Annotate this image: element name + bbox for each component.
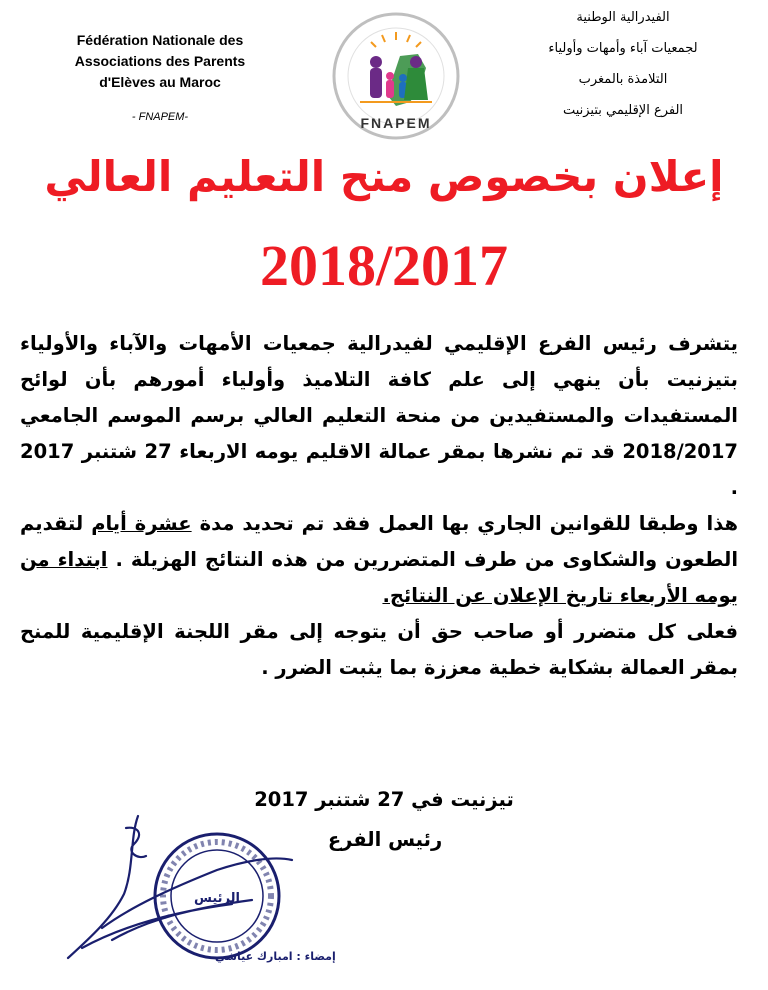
announcement-body (20, 326, 738, 686)
header-ar-line-1: الفيدرالية الوطنية (576, 10, 670, 25)
deadline-days: عشرة أيام (91, 512, 192, 535)
header-french (40, 30, 280, 128)
deadline-start: ابتداء من يومه الأربعاء تاريخ الإعلان عن النتائج. (20, 548, 738, 607)
place-date: تيزنيت في 27 شتنبر 2017 (254, 788, 514, 811)
paragraph-2-start: هذا وطبقا للقوانين الجاري بها العمل فقد تم تحديد مدة (199, 512, 738, 535)
fnapem-logo (330, 10, 462, 142)
header-fr-line-3: d'Elèves au Maroc (99, 74, 221, 90)
academic-year: 2018/2017 (259, 233, 509, 298)
header-fr-line-2: Associations des Parents (74, 53, 246, 69)
paragraph-2-mid: لتقديم الطعون والشكاوى من طرف المتضررين من هذه النتائج الهزيلة . (20, 512, 739, 571)
header-fr-abbr: - FNAPEM- (131, 111, 189, 123)
header-ar-line-3: التلامذة بالمغرب (578, 72, 668, 87)
logo-emblem (330, 10, 462, 142)
header-ar-line-2: لجمعيات آباء وأمهات وأولياء (548, 41, 698, 56)
header-arabic (518, 2, 728, 126)
announcement-title: إعلان بخصوص منح التعليم العالي (44, 152, 724, 201)
branch-chief: رئيس الفرع (327, 828, 443, 851)
header-ar-line-4: الفرع الإقليمي بتيزنيت (562, 103, 684, 118)
signatory-name: إمضاء : امبارك عياشي (215, 950, 336, 963)
paragraph-2 (20, 506, 738, 614)
paragraph-3: فعلى كل متضرر أو صاحب حق أن يتوجه إلى مقر اللجنة الإقليمية للمنح بمقر العمالة بشكاية خطية معززة بما يثبت الضرر . (20, 620, 738, 679)
logo-text: FNAPEM (360, 115, 432, 131)
paragraph-1: يتشرف رئيس الفرع الإقليمي لفيدرالية جمعيات الأمهات والآباء والأولياء بتيزنيت بأن ينهي إلى علم كافة التلاميذ وأولياء أمورهم بأن لوائح المستفيدات والمستفيدين من منحة التعليم العالي برسم الموسم الجامعي 2018/2017 قد تم نشرها بمقر عمالة الاقليم يومه الاربعاء 27 شتنبر 2017 . (20, 332, 738, 499)
stamp-center-text: الرئيس (194, 891, 240, 906)
header-fr-line-1: Fédération Nationale des (76, 32, 244, 48)
